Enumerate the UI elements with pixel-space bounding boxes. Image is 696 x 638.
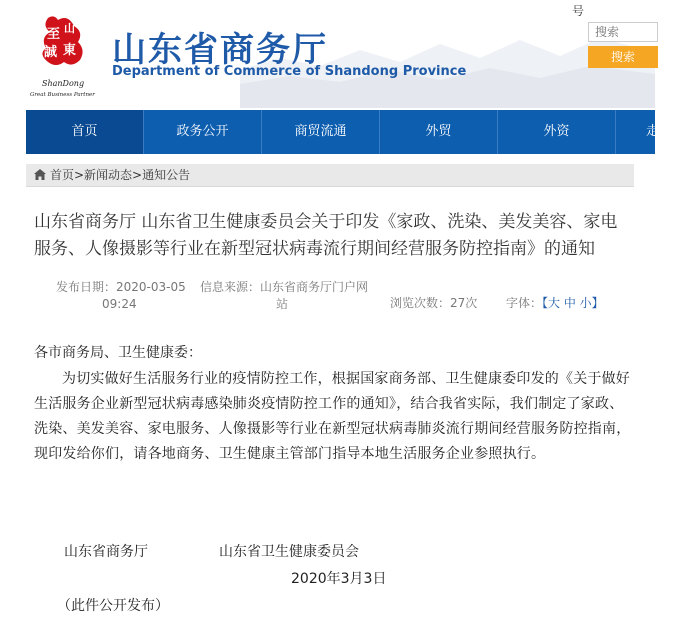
article-paragraph: 为切实做好生活服务行业的疫情防控工作，根据国家商务部、卫生健康委印发的《关于做好生活服务企业新型冠状病毒感染肺炎疫情防控工作的通知》，结合我省实际，我们制定了家政、洗染、美发美容、家电服务、人像摄影等行业在新型冠状病毒肺炎流行期间经营服务防控指南，现印发给你们，请各地商务、卫生健康主管部门指导本地生活服务企业参照执行。: [34, 371, 631, 462]
publish-date-label: 发布日期：2020-03-05: [56, 280, 186, 294]
breadcrumb-path[interactable]: 首页>新闻动态>通知公告: [50, 168, 191, 182]
breadcrumb: [26, 164, 634, 187]
svg-text:ShanDong: ShanDong: [42, 79, 85, 88]
svg-text:東: 東: [63, 43, 77, 58]
font-size-options[interactable]: 【大 中 小】: [542, 296, 604, 310]
svg-text:至: 至: [47, 27, 61, 42]
salutation: 各市商务局、卫生健康委：: [34, 345, 202, 361]
svg-text:誠: 誠: [44, 45, 58, 60]
font-size-label: 字体：: [506, 296, 543, 310]
font-size-control: [506, 296, 604, 311]
nav-item-home[interactable]: 首页: [26, 110, 144, 154]
main-nav: [26, 110, 660, 154]
logo-mark-icon: [28, 8, 100, 98]
publish-date: [56, 280, 186, 312]
signer-commerce-department: 山东省商务厅: [64, 544, 148, 560]
site-header: [0, 0, 655, 108]
article-title-line-1: 山东省商务厅 山东省卫生健康委员会关于印发《家政、洗染、美发美容、家电: [34, 212, 618, 232]
svg-text:Great Business Partner: Great Business Partner: [30, 92, 95, 98]
nav-item-foreign-trade[interactable]: 外贸: [380, 110, 498, 154]
public-release-note: （此件公开发布）: [57, 598, 169, 614]
nav-item-government-affairs[interactable]: 政务公开: [144, 110, 262, 154]
document-date: 2020年3月3日: [291, 571, 387, 587]
info-source-continued: 站: [276, 297, 289, 311]
site-subtitle: Department of Commerce of Shandong Province: [112, 64, 467, 79]
nav-item-go-out[interactable]: 走: [646, 124, 660, 139]
view-count: 浏览次数：27次: [390, 296, 478, 310]
home-icon: [34, 169, 46, 180]
info-source: [200, 280, 368, 312]
search-input[interactable]: [588, 22, 658, 42]
search-button[interactable]: 搜索: [588, 46, 658, 68]
nav-item-trade-circulation[interactable]: 商贸流通: [262, 110, 380, 154]
publish-time: 09:24: [102, 297, 137, 311]
info-source-label: 信息来源：山东省商务厅门户网: [200, 280, 369, 294]
site-logo[interactable]: [28, 8, 100, 98]
nav-item-foreign-investment[interactable]: 外资: [498, 110, 616, 154]
header-corner-text[interactable]: 号: [572, 4, 585, 18]
site-title: 山东省商务厅: [112, 30, 328, 70]
signer-health-commission: 山东省卫生健康委员会: [219, 544, 359, 560]
article-title-line-2: 服务、人像摄影等行业在新型冠状病毒流行期间经营服务防控指南》的通知: [34, 239, 595, 259]
svg-text:山: 山: [64, 22, 75, 35]
article-title: [34, 209, 634, 263]
